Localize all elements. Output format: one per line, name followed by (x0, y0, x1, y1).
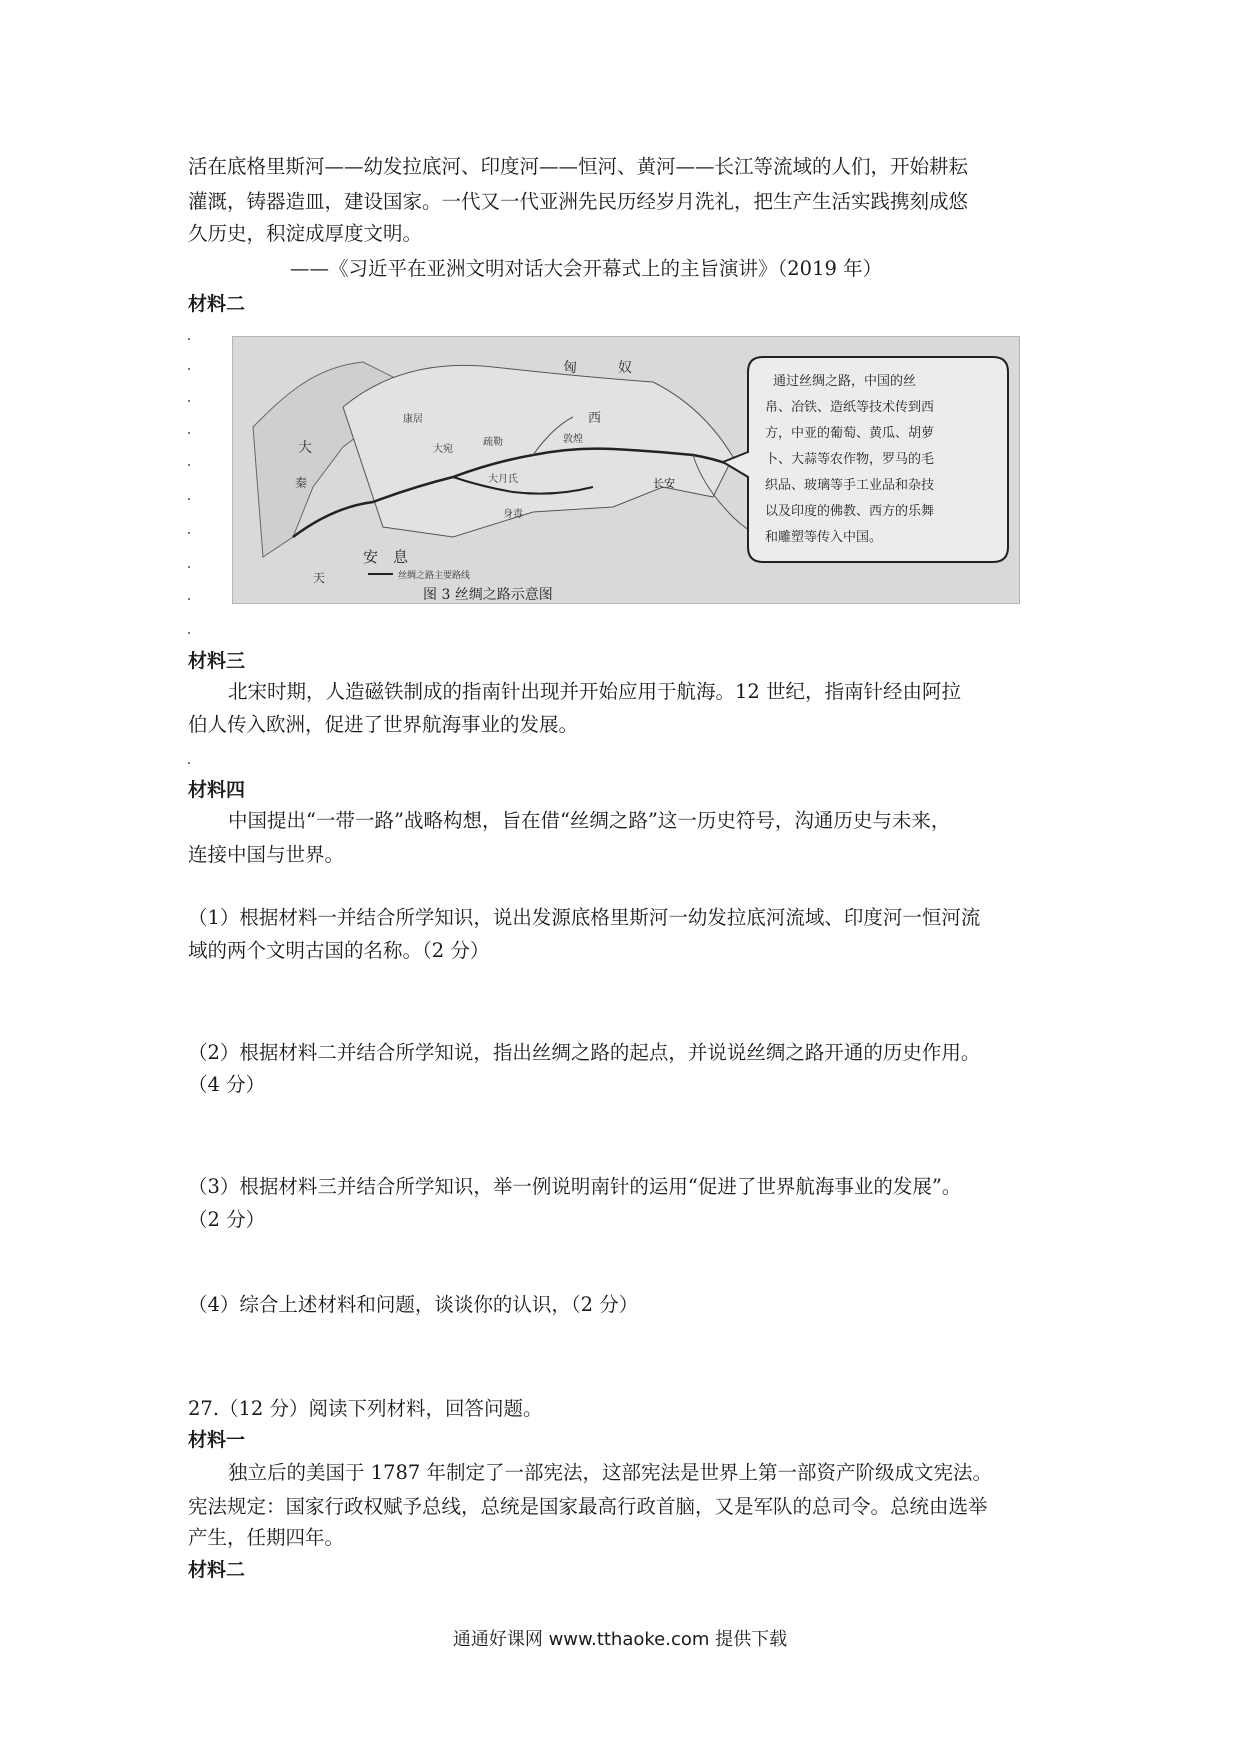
footer-text: 通通好课网 www.tthaoke.com 提供下载 (452, 1629, 788, 1650)
place-label: 安 (363, 548, 379, 566)
place-label: 息 (393, 548, 409, 566)
intro-line-3: 久历史，积淀成厚度文明。 (188, 222, 423, 245)
citation-line: ——《习近平在亚洲文明对话大会开幕式上的主旨演讲》（2019 年） (290, 257, 883, 280)
place-label: 秦 (295, 476, 308, 490)
material3-heading: 材料三 (188, 650, 246, 672)
margin-tick (188, 598, 190, 600)
material2-heading: 材料二 (188, 293, 246, 315)
bubble-line: 织品、玻璃等手工业品和杂技 (765, 478, 935, 493)
place-label: 敦煌 (563, 434, 583, 445)
place-label: 奴 (618, 360, 632, 376)
m27-material1-heading: 材料一 (188, 1429, 246, 1451)
m27-material1-line-2: 宪法规定：国家行政权赋予总线，总统是国家最高行政首脑，又是军队的总司令。总统由选举 (188, 1495, 988, 1518)
material4-line-1: 中国提出“一带一路”战略构想，旨在借“丝绸之路”这一历史符号，沟通历史与未来， (228, 809, 951, 832)
place-label: 康居 (403, 414, 423, 425)
intro-line-2: 灌溉，铸器造皿，建设国家。一代又一代亚洲先民历经岁月洗礼，把生产生活实践携刻成悠 (188, 190, 969, 213)
question-3-line-1: （3）根据材料三并结合所学知识，举一例说明南针的运用“促进了世界航海事业的发展”。 (188, 1175, 962, 1198)
question-27-line: 27.（12 分）阅读下列材料，回答问题。 (188, 1397, 543, 1420)
bubble-line: 通过丝绸之路，中国的丝 (773, 374, 917, 389)
material4-heading: 材料四 (188, 779, 246, 801)
margin-tick (188, 498, 190, 500)
place-label: 大月氏 (488, 474, 518, 485)
place-label: 疏勒 (483, 437, 503, 448)
margin-tick (188, 762, 190, 764)
margin-tick (188, 368, 190, 370)
margin-tick (188, 566, 190, 568)
margin-tick (188, 632, 190, 634)
m27-material2-heading: 材料二 (188, 1559, 246, 1581)
bubble-line: 以及印度的佛教、西方的乐舞 (765, 504, 935, 519)
m27-material1-line-3: 产生，任期四年。 (188, 1526, 345, 1549)
question-1-line-2: 域的两个文明古国的名称。（2 分） (188, 939, 490, 962)
place-label: 长安 (653, 477, 675, 490)
question-1-line-1: （1）根据材料一并结合所学知识，说出发源底格里斯河一幼发拉底河流域、印度河一恒河流 (188, 906, 981, 929)
map-caption: 图 3 丝绸之路示意图 (423, 587, 553, 603)
material3-line-1: 北宋时期，人造磁铁制成的指南针出现并开始应用于航海。12 世纪，指南针经由阿拉 (228, 680, 962, 703)
place-label: 天 (313, 571, 326, 585)
place-label: 大 (298, 440, 312, 456)
place-label: 匈 (563, 360, 577, 376)
margin-tick (188, 432, 190, 434)
silk-road-map (232, 336, 1020, 604)
place-label: 身毒 (503, 509, 523, 520)
place-label: 大宛 (433, 444, 453, 455)
place-label: 西 (588, 411, 602, 426)
margin-tick (188, 338, 190, 340)
question-2-line-2: （4 分） (188, 1073, 266, 1096)
margin-tick (188, 532, 190, 534)
margin-tick (188, 400, 190, 402)
intro-line-1: 活在底格里斯河——幼发拉底河、印度河——恒河、黄河——长江等流域的人们，开始耕耘 (188, 155, 969, 178)
map-svg (233, 337, 1019, 603)
material4-line-2: 连接中国与世界。 (188, 843, 345, 866)
question-2-line-1: （2）根据材料二并结合所学知说，指出丝绸之路的起点，并说说丝绸之路开通的历史作用。 (188, 1041, 981, 1064)
question-4-line: （4）综合上述材料和问题，谈谈你的认识，（2 分） (188, 1293, 639, 1316)
bubble-line: 和雕塑等传入中国。 (765, 530, 883, 545)
bubble-line: 方，中亚的葡萄、黄瓜、胡萝 (765, 426, 935, 441)
bubble-line: 卜、大蒜等农作物，罗马的毛 (765, 452, 935, 467)
question-3-line-2: （2 分） (188, 1208, 266, 1231)
legend-label: 丝绸之路主要路线 (398, 571, 471, 581)
bubble-line: 帛、冶铁、造纸等技术传到西 (765, 400, 935, 415)
material3-line-2: 伯人传入欧洲，促进了世界航海事业的发展。 (188, 713, 579, 736)
m27-material1-line-1: 独立后的美国于 1787 年制定了一部宪法，这部宪法是世界上第一部资产阶级成文宪法。 (228, 1461, 993, 1484)
margin-tick (188, 464, 190, 466)
